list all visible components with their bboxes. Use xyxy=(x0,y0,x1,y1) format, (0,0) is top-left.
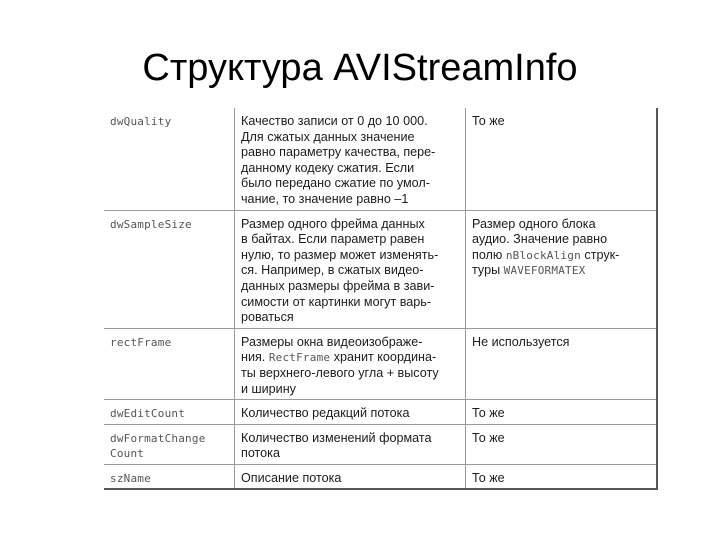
table-row xyxy=(104,424,657,464)
field-description-cell: Размеры окна видеоизображе- ния. RectFrame хранит координа- ты верхнего-левого угла + высоту и ширину xyxy=(235,328,466,399)
field-note-cell: То же xyxy=(466,108,658,210)
field-note-cell: То же xyxy=(466,464,658,489)
table-body xyxy=(104,108,657,489)
table-row xyxy=(104,328,657,399)
field-note-cell: Размер одного блока аудио. Значение равно полю nBlockAlign струк- туры WAVEFORMATEX xyxy=(466,210,658,328)
field-name-cell xyxy=(104,108,235,210)
field-name: dwQuality xyxy=(110,115,172,128)
field-note-cell: То же xyxy=(466,400,658,425)
field-description-cell: Количество редакций потока xyxy=(235,400,466,425)
field-name-cell xyxy=(104,400,235,425)
field-name-cell xyxy=(104,210,235,328)
field-description-cell: Описание потока xyxy=(235,464,466,489)
table-row xyxy=(104,400,657,425)
field-note-cell: Не используется xyxy=(466,328,658,399)
field-description-cell: Качество записи от 0 до 10 000. Для сжатых данных значение равно параметру качества, пере- данному кодеку сжатия. Если было передано сжатие по умол- чание, то значение равно –1 xyxy=(235,108,466,210)
field-note-cell: То же xyxy=(466,424,658,464)
table-row xyxy=(104,108,657,210)
field-name: rectFrame xyxy=(110,335,172,349)
field-description-cell: Размер одного фрейма данных в байтах. Если параметр равен нулю, то размер может изменять- ся. Например, в сжатых видео- данных размеры фрейма в зави- симости от картинки могут варь- роваться xyxy=(235,210,466,328)
field-description-cell: Количество изменений формата потока xyxy=(235,424,466,464)
code-term: RectFrame xyxy=(268,351,331,365)
field-name: szName xyxy=(110,471,151,485)
field-name: dwFormatChange xyxy=(110,431,206,445)
field-name: Count xyxy=(110,447,145,461)
table-row xyxy=(104,464,657,489)
field-name: dwSampleSize xyxy=(110,217,192,231)
code-term: nBlockAlign xyxy=(505,248,581,262)
field-name: dwEditCount xyxy=(110,407,186,421)
field-name-cell xyxy=(104,464,235,489)
field-name-cell xyxy=(104,328,235,399)
stream-info-table xyxy=(104,108,658,490)
field-name-cell xyxy=(104,424,235,464)
slide-title: Структура AVIStreamInfo xyxy=(142,47,578,89)
code-term: WAVEFORMATEX xyxy=(503,264,586,278)
table-row xyxy=(104,210,657,328)
